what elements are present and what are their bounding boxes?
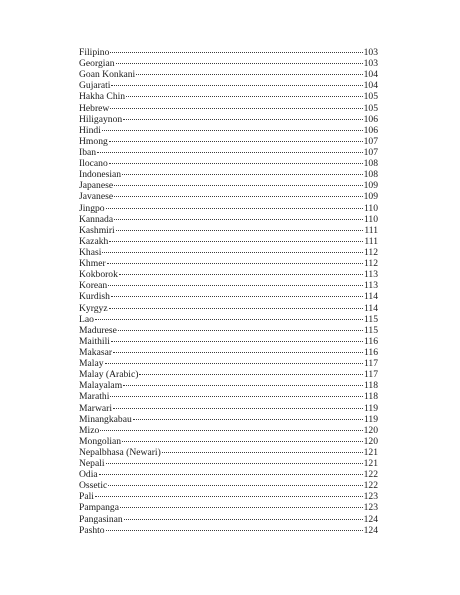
toc-entry[interactable] xyxy=(79,280,378,291)
toc-dot-leader xyxy=(122,441,363,442)
toc-entry[interactable] xyxy=(79,525,378,536)
toc-entry[interactable] xyxy=(79,425,378,436)
toc-entry[interactable] xyxy=(79,514,378,525)
toc-entry-page-number: 111 xyxy=(364,235,378,247)
toc-entry[interactable] xyxy=(79,303,378,314)
toc-entry-label: Lao xyxy=(79,313,94,325)
toc-dot-leader xyxy=(102,252,363,253)
toc-dot-leader xyxy=(102,130,363,131)
toc-entry-page-number: 107 xyxy=(363,146,378,158)
toc-entry-label: Kazakh xyxy=(79,235,109,247)
toc-entry-label: Khmer xyxy=(79,258,106,270)
toc-entry[interactable] xyxy=(79,314,378,325)
toc-entry[interactable] xyxy=(79,180,378,191)
toc-dot-leader xyxy=(133,419,363,420)
toc-dot-leader xyxy=(110,108,362,109)
toc-entry-page-number: 124 xyxy=(363,513,378,525)
toc-entry-label: Nepalbhasa (Newari) xyxy=(79,446,161,458)
toc-entry-label: Pali xyxy=(79,491,94,503)
toc-entry-page-number: 119 xyxy=(363,413,378,425)
toc-entry-label: Mongolian xyxy=(79,435,122,447)
toc-dot-leader xyxy=(109,308,363,309)
toc-entry-page-number: 106 xyxy=(363,124,378,136)
toc-entry-page-number: 110 xyxy=(363,213,378,225)
toc-entry-page-number: 105 xyxy=(363,91,378,103)
toc-dot-leader xyxy=(114,219,363,220)
toc-dot-leader xyxy=(118,330,363,331)
toc-entry-page-number: 120 xyxy=(363,424,378,436)
toc-dot-leader xyxy=(106,208,363,209)
toc-entry[interactable] xyxy=(79,125,378,136)
toc-dot-leader xyxy=(106,463,363,464)
toc-dot-leader xyxy=(123,119,362,120)
toc-entry-page-number: 106 xyxy=(363,113,378,125)
toc-entry-page-number: 117 xyxy=(363,369,378,381)
toc-dot-leader xyxy=(123,385,363,386)
toc-entry[interactable] xyxy=(79,491,378,502)
toc-entry-page-number: 112 xyxy=(363,246,378,258)
toc-entry[interactable] xyxy=(79,258,378,269)
toc-entry-page-number: 118 xyxy=(363,380,378,392)
toc-entry-page-number: 120 xyxy=(363,435,378,447)
toc-dot-leader xyxy=(105,363,363,364)
toc-dot-leader xyxy=(119,274,363,275)
toc-entry-label: Gujarati xyxy=(79,80,111,92)
toc-entry-label: Khasi xyxy=(79,246,102,258)
toc-entry-page-number: 103 xyxy=(363,58,378,70)
toc-entry-label: Georgian xyxy=(79,58,115,70)
toc-entry[interactable] xyxy=(79,191,378,202)
toc-entry[interactable] xyxy=(79,269,378,280)
toc-entry-page-number: 108 xyxy=(363,158,378,170)
toc-dot-leader xyxy=(124,519,363,520)
toc-entry[interactable] xyxy=(79,291,378,302)
toc-entry-page-number: 124 xyxy=(363,524,378,536)
toc-entry-label: Hakha Chin xyxy=(79,91,126,103)
toc-entry-label: Malay xyxy=(79,358,104,370)
toc-entry[interactable] xyxy=(79,391,378,402)
toc-entry-page-number: 103 xyxy=(363,47,378,58)
toc-entry-label: Kurdish xyxy=(79,291,110,303)
toc-entry[interactable] xyxy=(79,469,378,480)
toc-entry-page-number: 105 xyxy=(363,102,378,114)
toc-entry-label: Ilocano xyxy=(79,158,108,170)
toc-entry-label: Kannada xyxy=(79,213,114,225)
toc-entry-label: Jingpo xyxy=(79,202,105,214)
toc-entry-page-number: 114 xyxy=(363,291,378,303)
toc-entry[interactable] xyxy=(79,47,378,58)
toc-entry-page-number: 107 xyxy=(363,135,378,147)
toc-entry-page-number: 116 xyxy=(363,346,378,358)
toc-dot-leader xyxy=(116,63,363,64)
toc-entry-label: Hindi xyxy=(79,124,101,136)
toc-entry[interactable] xyxy=(79,58,378,69)
toc-entry[interactable] xyxy=(79,114,378,125)
toc-dot-leader xyxy=(162,452,363,453)
toc-entry-page-number: 113 xyxy=(363,280,378,292)
toc-entry-page-number: 109 xyxy=(363,191,378,203)
toc-entry-label: Javanese xyxy=(79,191,114,203)
toc-entry[interactable] xyxy=(79,147,378,158)
toc-entry[interactable] xyxy=(79,236,378,247)
toc-entry-page-number: 115 xyxy=(363,324,378,336)
toc-entry[interactable] xyxy=(79,436,378,447)
toc-entry[interactable] xyxy=(79,158,378,169)
toc-dot-leader xyxy=(136,74,362,75)
toc-entry[interactable] xyxy=(79,502,378,513)
toc-entry-label: Kokborok xyxy=(79,269,118,281)
toc-dot-leader xyxy=(113,352,363,353)
toc-entry-page-number: 115 xyxy=(363,313,378,325)
toc-dot-leader xyxy=(114,196,363,197)
toc-dot-leader xyxy=(116,230,364,231)
toc-dot-leader xyxy=(110,52,362,53)
toc-entry-label: Hiligaynon xyxy=(79,113,123,125)
toc-entry-page-number: 122 xyxy=(363,469,378,481)
toc-dot-leader xyxy=(109,241,363,242)
toc-entry[interactable] xyxy=(79,247,378,258)
toc-entry-page-number: 121 xyxy=(363,446,378,458)
toc-entry-label: Kashmiri xyxy=(79,224,115,236)
toc-entry[interactable] xyxy=(79,225,378,236)
toc-entry-page-number: 109 xyxy=(363,180,378,192)
toc-entry[interactable] xyxy=(79,347,378,358)
toc-dot-leader xyxy=(107,263,363,264)
toc-entry-label: Nepali xyxy=(79,458,105,470)
toc-entry[interactable] xyxy=(79,336,378,347)
toc-dot-leader xyxy=(111,296,363,297)
toc-entry-label: Korean xyxy=(79,280,108,292)
toc-entry[interactable] xyxy=(79,136,378,147)
toc-entry-label: Marwari xyxy=(79,402,113,414)
toc-entry-page-number: 118 xyxy=(363,391,378,403)
toc-dot-leader xyxy=(111,341,363,342)
toc-entry-page-number: 111 xyxy=(364,224,378,236)
toc-entry-label: Hmong xyxy=(79,135,108,147)
toc-entry-label: Malay (Arabic) xyxy=(79,369,139,381)
toc-entry[interactable] xyxy=(79,369,378,380)
toc-entry-label: Maithili xyxy=(79,335,110,347)
toc-entry-page-number: 110 xyxy=(363,202,378,214)
toc-entry[interactable] xyxy=(79,380,378,391)
toc-entry-label: Filipino xyxy=(79,47,110,58)
toc-dot-leader xyxy=(97,152,363,153)
toc-entry-page-number: 123 xyxy=(363,502,378,514)
table-of-contents xyxy=(79,47,378,536)
toc-entry-page-number: 113 xyxy=(363,269,378,281)
toc-entry[interactable] xyxy=(79,358,378,369)
toc-dot-leader xyxy=(110,396,363,397)
toc-dot-leader xyxy=(95,496,363,497)
toc-entry-page-number: 116 xyxy=(363,335,378,347)
toc-entry-page-number: 122 xyxy=(363,480,378,492)
toc-dot-leader xyxy=(120,507,363,508)
toc-entry-page-number: 121 xyxy=(363,458,378,470)
toc-entry[interactable] xyxy=(79,458,378,469)
toc-entry-label: Kyrgyz xyxy=(79,302,108,314)
toc-entry-page-number: 114 xyxy=(363,302,378,314)
toc-entry-label: Japanese xyxy=(79,180,114,192)
toc-entry-label: Marathi xyxy=(79,391,110,403)
toc-entry[interactable] xyxy=(79,69,378,80)
toc-entry-page-number: 104 xyxy=(363,69,378,81)
toc-entry[interactable] xyxy=(79,403,378,414)
toc-entry-label: Odia xyxy=(79,469,98,481)
toc-entry-page-number: 108 xyxy=(363,169,378,181)
toc-entry-label: Malayalam xyxy=(79,380,123,392)
toc-entry-page-number: 112 xyxy=(363,258,378,270)
toc-entry[interactable] xyxy=(79,91,378,102)
toc-dot-leader xyxy=(109,163,363,164)
toc-dot-leader xyxy=(108,485,362,486)
toc-entry-label: Indonesian xyxy=(79,169,122,181)
toc-entry-label: Pampanga xyxy=(79,502,119,514)
toc-dot-leader xyxy=(114,185,363,186)
toc-entry[interactable] xyxy=(79,414,378,425)
toc-entry[interactable] xyxy=(79,447,378,458)
toc-entry-label: Iban xyxy=(79,146,97,158)
toc-entry-label: Madurese xyxy=(79,324,117,336)
toc-dot-leader xyxy=(139,374,363,375)
toc-entry[interactable] xyxy=(79,480,378,491)
toc-dot-leader xyxy=(99,474,363,475)
toc-entry[interactable] xyxy=(79,80,378,91)
toc-entry[interactable] xyxy=(79,103,378,114)
toc-entry-label: Makasar xyxy=(79,346,113,358)
toc-entry-label: Mizo xyxy=(79,424,100,436)
toc-entry-label: Minangkabau xyxy=(79,413,132,425)
toc-entry[interactable] xyxy=(79,325,378,336)
toc-dot-leader xyxy=(100,430,362,431)
toc-dot-leader xyxy=(126,96,363,97)
toc-dot-leader xyxy=(113,408,363,409)
toc-dot-leader xyxy=(108,285,363,286)
toc-dot-leader xyxy=(111,85,362,86)
toc-entry-label: Pashto xyxy=(79,524,105,536)
toc-dot-leader xyxy=(109,141,363,142)
toc-entry-page-number: 119 xyxy=(363,402,378,414)
toc-entry[interactable] xyxy=(79,203,378,214)
toc-dot-leader xyxy=(95,319,363,320)
toc-entry[interactable] xyxy=(79,169,378,180)
toc-entry-label: Hebrew xyxy=(79,102,110,114)
toc-entry-label: Pangasinan xyxy=(79,513,123,525)
toc-entry-page-number: 123 xyxy=(363,491,378,503)
toc-entry[interactable] xyxy=(79,214,378,225)
toc-entry-page-number: 104 xyxy=(363,80,378,92)
toc-entry-label: Goan Konkani xyxy=(79,69,136,81)
toc-entry-label: Ossetic xyxy=(79,480,108,492)
toc-entry-page-number: 117 xyxy=(363,358,378,370)
toc-dot-leader xyxy=(122,174,363,175)
toc-dot-leader xyxy=(106,530,363,531)
